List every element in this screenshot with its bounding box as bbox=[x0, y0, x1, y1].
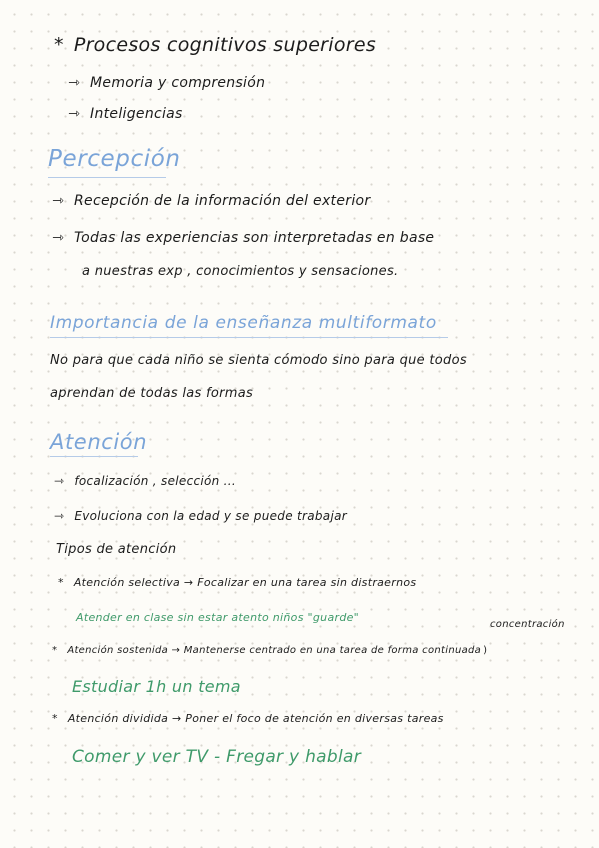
note-text: Atención sostenida → Mantenerse centrado en una tarea de forma continuada bbox=[67, 645, 482, 656]
note-line-tipos bbox=[56, 542, 176, 557]
note-line-no-para bbox=[50, 353, 467, 368]
note-line-inteligencias bbox=[68, 106, 183, 122]
note-text: focalización , selección ... bbox=[74, 474, 237, 488]
note-line-concentracion bbox=[490, 619, 565, 630]
note-line-selectiva bbox=[58, 576, 416, 589]
heading-importancia: Importancia de la enseñanza multiformato bbox=[50, 313, 437, 333]
note-text: Evoluciona con la edad y se puede trabajar bbox=[74, 509, 347, 523]
note-text: Recepción de la información del exterior bbox=[74, 193, 371, 209]
note-line-dividida bbox=[52, 712, 444, 725]
example-text: Comer y ver TV - Fregar y hablar bbox=[72, 747, 362, 767]
heading-atencion: Atención bbox=[50, 430, 148, 454]
arrow-bullet: ⇾ bbox=[68, 106, 81, 122]
heading-importancia-underline bbox=[50, 337, 448, 338]
arrow-bullet: ⇾ bbox=[54, 474, 65, 488]
note-line-memoria bbox=[68, 75, 265, 91]
asterisk-bullet: * bbox=[52, 645, 58, 656]
arrow-bullet: ⇾ bbox=[68, 75, 81, 91]
note-text: Procesos cognitivos superiores bbox=[73, 34, 377, 56]
note-text: No para que cada niño se sienta cómodo sino para que todos bbox=[50, 353, 467, 368]
note-text: Inteligencias bbox=[90, 106, 183, 122]
example-line-estudiar bbox=[72, 677, 241, 696]
note-line-todas bbox=[52, 230, 434, 246]
arrow-bullet: ⇾ bbox=[52, 193, 65, 209]
note-text: Todas las experiencias son interpretadas en base bbox=[74, 230, 435, 246]
note-text: Tipos de atención bbox=[56, 542, 177, 557]
note-line-nuestras bbox=[82, 264, 398, 279]
note-text: Atención dividida → Poner el foco de atención en diversas tareas bbox=[67, 712, 444, 725]
note-text: a nuestras exp , conocimientos y sensaciones. bbox=[82, 264, 399, 279]
note-line-evoluciona bbox=[54, 509, 347, 523]
note-text: aprendan de todas las formas bbox=[50, 386, 254, 401]
note-line-aprendan bbox=[50, 386, 253, 401]
note-text: Atención selectiva → Focalizar en una tarea sin distraernos bbox=[73, 576, 417, 589]
example-line-comer bbox=[72, 747, 361, 767]
heading-percepcion: Percepción bbox=[48, 146, 181, 172]
note-line-sostenida bbox=[52, 645, 487, 656]
heading-atencion-underline bbox=[50, 456, 138, 457]
arrow-bullet: ⇾ bbox=[54, 509, 65, 523]
note-line-focalizacion bbox=[54, 474, 236, 488]
example-text: Atender en clase sin estar atento niños "guarde" bbox=[76, 611, 360, 624]
note-line-procesos bbox=[54, 34, 376, 56]
example-text: Estudiar 1h un tema bbox=[72, 677, 241, 696]
arrow-bullet: ⇾ bbox=[52, 230, 65, 246]
heading-percepcion-underline bbox=[48, 177, 166, 178]
note-line-recepcion bbox=[52, 193, 370, 209]
note-text: concentración bbox=[490, 619, 565, 630]
asterisk-bullet: * bbox=[54, 34, 64, 56]
asterisk-bullet: * bbox=[52, 712, 58, 725]
example-line-atender bbox=[76, 611, 359, 624]
bracket-mark: ) bbox=[483, 645, 488, 656]
note-text: Memoria y comprensión bbox=[90, 75, 266, 91]
asterisk-bullet: * bbox=[58, 576, 64, 589]
